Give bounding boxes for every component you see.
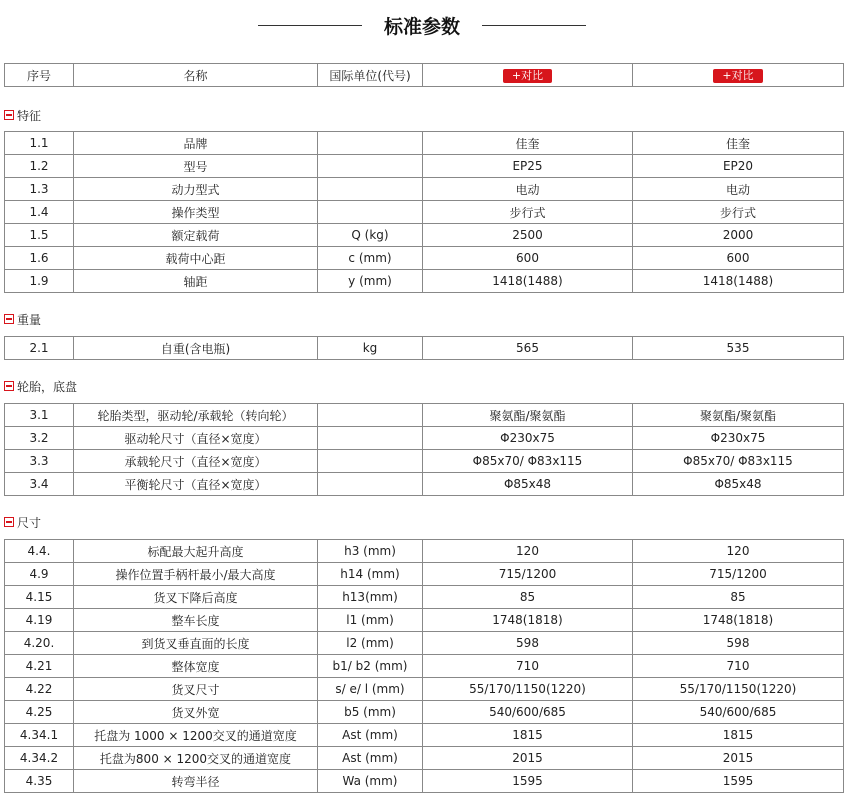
spec-value-product-2: 55/170/1150(1220)	[633, 678, 844, 701]
title-divider-right	[482, 25, 586, 26]
spec-index: 1.5	[5, 224, 74, 247]
spec-value-product-2: 1595	[633, 770, 844, 793]
spec-name: 到货叉垂直面的长度	[74, 632, 318, 655]
spec-index: 1.3	[5, 178, 74, 201]
spec-name: 货叉尺寸	[74, 678, 318, 701]
spec-index: 4.25	[5, 701, 74, 724]
spec-value-product-1: 1418(1488)	[423, 270, 633, 293]
spec-value-product-2: 715/1200	[633, 563, 844, 586]
spec-value-product-1: 2015	[423, 747, 633, 770]
spec-value-product-2: 2000	[633, 224, 844, 247]
table-row	[5, 473, 844, 496]
spec-value-product-1: 715/1200	[423, 563, 633, 586]
spec-value-product-2: 电动	[633, 178, 844, 201]
spec-value-product-1: 佳奎	[423, 132, 633, 155]
spec-unit	[318, 404, 423, 427]
header-product-1	[423, 64, 633, 87]
spec-value-product-2: 佳奎	[633, 132, 844, 155]
page-title: 标准参数	[383, 16, 460, 38]
header-index: 序号	[5, 64, 74, 87]
spec-name: 型号	[74, 155, 318, 178]
spec-value-product-1: 1748(1818)	[423, 609, 633, 632]
table-row	[5, 178, 844, 201]
spec-value-product-1: 85	[423, 586, 633, 609]
spec-name: 承载轮尺寸（直径×宽度）	[74, 450, 318, 473]
table-row	[5, 224, 844, 247]
spec-name: 轴距	[74, 270, 318, 293]
table-row	[5, 678, 844, 701]
spec-index: 4.20.	[5, 632, 74, 655]
spec-index: 4.19	[5, 609, 74, 632]
spec-name: 整车长度	[74, 609, 318, 632]
table-row	[5, 540, 844, 563]
spec-value-product-1: 步行式	[423, 201, 633, 224]
spec-value-product-2: 1815	[633, 724, 844, 747]
spec-name: 自重(含电瓶)	[74, 337, 318, 360]
compare-button-1[interactable]: +对比	[503, 69, 552, 83]
spec-unit: Ast (mm)	[318, 724, 423, 747]
header-row	[5, 64, 844, 87]
spec-index: 4.34.1	[5, 724, 74, 747]
spec-name: 平衡轮尺寸（直径×宽度）	[74, 473, 318, 496]
spec-value-product-2: 120	[633, 540, 844, 563]
table-row	[5, 632, 844, 655]
spec-index: 4.4.	[5, 540, 74, 563]
spec-name: 托盘为800 × 1200交叉的通道宽度	[74, 747, 318, 770]
spec-value-product-1: 598	[423, 632, 633, 655]
spec-unit: c (mm)	[318, 247, 423, 270]
spec-index: 4.9	[5, 563, 74, 586]
spec-name: 品牌	[74, 132, 318, 155]
spec-value-product-2: 710	[633, 655, 844, 678]
spec-value-product-2: 598	[633, 632, 844, 655]
spec-value-product-1: 540/600/685	[423, 701, 633, 724]
spec-unit	[318, 473, 423, 496]
spec-unit	[318, 201, 423, 224]
spec-unit	[318, 427, 423, 450]
spec-unit: y (mm)	[318, 270, 423, 293]
spec-unit	[318, 155, 423, 178]
spec-name: 轮胎类型，驱动轮/承载轮（转向轮）	[74, 404, 318, 427]
section-title: 重量	[17, 312, 42, 327]
spec-value-product-1: Φ230x75	[423, 427, 633, 450]
table-row	[5, 337, 844, 360]
collapse-icon[interactable]	[4, 314, 14, 324]
table-row	[5, 247, 844, 270]
table-wheels	[4, 403, 844, 496]
table-row	[5, 201, 844, 224]
spec-name: 货叉外宽	[74, 701, 318, 724]
spec-value-product-1: 55/170/1150(1220)	[423, 678, 633, 701]
header-name: 名称	[74, 64, 318, 87]
section-title: 轮胎，底盘	[17, 379, 78, 394]
spec-unit: h3 (mm)	[318, 540, 423, 563]
header-product-2	[633, 64, 844, 87]
spec-value-product-2: EP20	[633, 155, 844, 178]
spec-value-product-2: 540/600/685	[633, 701, 844, 724]
spec-value-product-1: 电动	[423, 178, 633, 201]
section-title: 特征	[17, 108, 42, 123]
spec-name: 动力型式	[74, 178, 318, 201]
spec-name: 货叉下降后高度	[74, 586, 318, 609]
spec-index: 4.21	[5, 655, 74, 678]
spec-index: 3.2	[5, 427, 74, 450]
spec-unit: h13(mm)	[318, 586, 423, 609]
spec-value-product-1: 120	[423, 540, 633, 563]
spec-unit: b5 (mm)	[318, 701, 423, 724]
spec-value-product-1: 2500	[423, 224, 633, 247]
section-header-wheels	[4, 378, 77, 394]
table-dimensions	[4, 539, 844, 793]
spec-value-product-1: 600	[423, 247, 633, 270]
table-row	[5, 724, 844, 747]
spec-value-product-2: Φ85x48	[633, 473, 844, 496]
table-row	[5, 747, 844, 770]
section-header-features	[4, 107, 41, 123]
compare-button-2[interactable]: +对比	[713, 69, 762, 83]
table-row	[5, 427, 844, 450]
spec-unit: kg	[318, 337, 423, 360]
table-row	[5, 132, 844, 155]
spec-index: 4.34.2	[5, 747, 74, 770]
spec-value-product-2: 步行式	[633, 201, 844, 224]
page-title-bar	[0, 10, 844, 40]
spec-value-product-2: 600	[633, 247, 844, 270]
header-unit: 国际单位(代号)	[318, 64, 423, 87]
spec-index: 4.22	[5, 678, 74, 701]
spec-value-product-2: 1418(1488)	[633, 270, 844, 293]
spec-name: 驱动轮尺寸（直径×宽度）	[74, 427, 318, 450]
table-row	[5, 270, 844, 293]
table-weight	[4, 336, 844, 360]
spec-index: 4.35	[5, 770, 74, 793]
spec-index: 1.9	[5, 270, 74, 293]
section-header-weight	[4, 311, 41, 327]
header-table	[4, 63, 844, 87]
spec-value-product-1: 1815	[423, 724, 633, 747]
table-features	[4, 131, 844, 293]
spec-index: 4.15	[5, 586, 74, 609]
spec-value-product-1: EP25	[423, 155, 633, 178]
spec-name: 标配最大起升高度	[74, 540, 318, 563]
spec-unit: Ast (mm)	[318, 747, 423, 770]
spec-unit: l2 (mm)	[318, 632, 423, 655]
spec-value-product-2: Φ85x70/ Φ83x115	[633, 450, 844, 473]
spec-value-product-2: Φ230x75	[633, 427, 844, 450]
spec-name: 载荷中心距	[74, 247, 318, 270]
spec-index: 2.1	[5, 337, 74, 360]
table-row	[5, 655, 844, 678]
collapse-icon[interactable]	[4, 517, 14, 527]
spec-name: 操作位置手柄杆最小/最大高度	[74, 563, 318, 586]
spec-unit: l1 (mm)	[318, 609, 423, 632]
spec-index: 3.4	[5, 473, 74, 496]
table-row	[5, 701, 844, 724]
collapse-icon[interactable]	[4, 381, 14, 391]
spec-index: 3.1	[5, 404, 74, 427]
spec-value-product-1: Φ85x48	[423, 473, 633, 496]
table-row	[5, 155, 844, 178]
title-divider-left	[258, 25, 362, 26]
table-row	[5, 586, 844, 609]
spec-index: 3.3	[5, 450, 74, 473]
spec-value-product-2: 聚氨酯/聚氨酯	[633, 404, 844, 427]
spec-unit: s/ e/ l (mm)	[318, 678, 423, 701]
table-row	[5, 609, 844, 632]
spec-unit	[318, 450, 423, 473]
spec-name: 操作类型	[74, 201, 318, 224]
spec-name: 托盘为 1000 × 1200交叉的通道宽度	[74, 724, 318, 747]
spec-value-product-1: 565	[423, 337, 633, 360]
spec-unit: b1/ b2 (mm)	[318, 655, 423, 678]
section-header-dimensions	[4, 514, 41, 530]
spec-index: 1.2	[5, 155, 74, 178]
collapse-icon[interactable]	[4, 110, 14, 120]
spec-unit: h14 (mm)	[318, 563, 423, 586]
spec-name: 转弯半径	[74, 770, 318, 793]
spec-name: 整体宽度	[74, 655, 318, 678]
table-row	[5, 770, 844, 793]
spec-value-product-2: 85	[633, 586, 844, 609]
spec-index: 1.1	[5, 132, 74, 155]
table-row	[5, 404, 844, 427]
spec-value-product-2: 1748(1818)	[633, 609, 844, 632]
spec-unit: Q (kg)	[318, 224, 423, 247]
table-row	[5, 450, 844, 473]
spec-unit	[318, 178, 423, 201]
section-title: 尺寸	[17, 515, 42, 530]
spec-value-product-2: 2015	[633, 747, 844, 770]
spec-index: 1.6	[5, 247, 74, 270]
spec-unit	[318, 132, 423, 155]
spec-index: 1.4	[5, 201, 74, 224]
spec-value-product-2: 535	[633, 337, 844, 360]
spec-value-product-1: 聚氨酯/聚氨酯	[423, 404, 633, 427]
spec-unit: Wa (mm)	[318, 770, 423, 793]
spec-value-product-1: 1595	[423, 770, 633, 793]
spec-value-product-1: 710	[423, 655, 633, 678]
spec-value-product-1: Φ85x70/ Φ83x115	[423, 450, 633, 473]
table-row	[5, 563, 844, 586]
spec-name: 额定载荷	[74, 224, 318, 247]
